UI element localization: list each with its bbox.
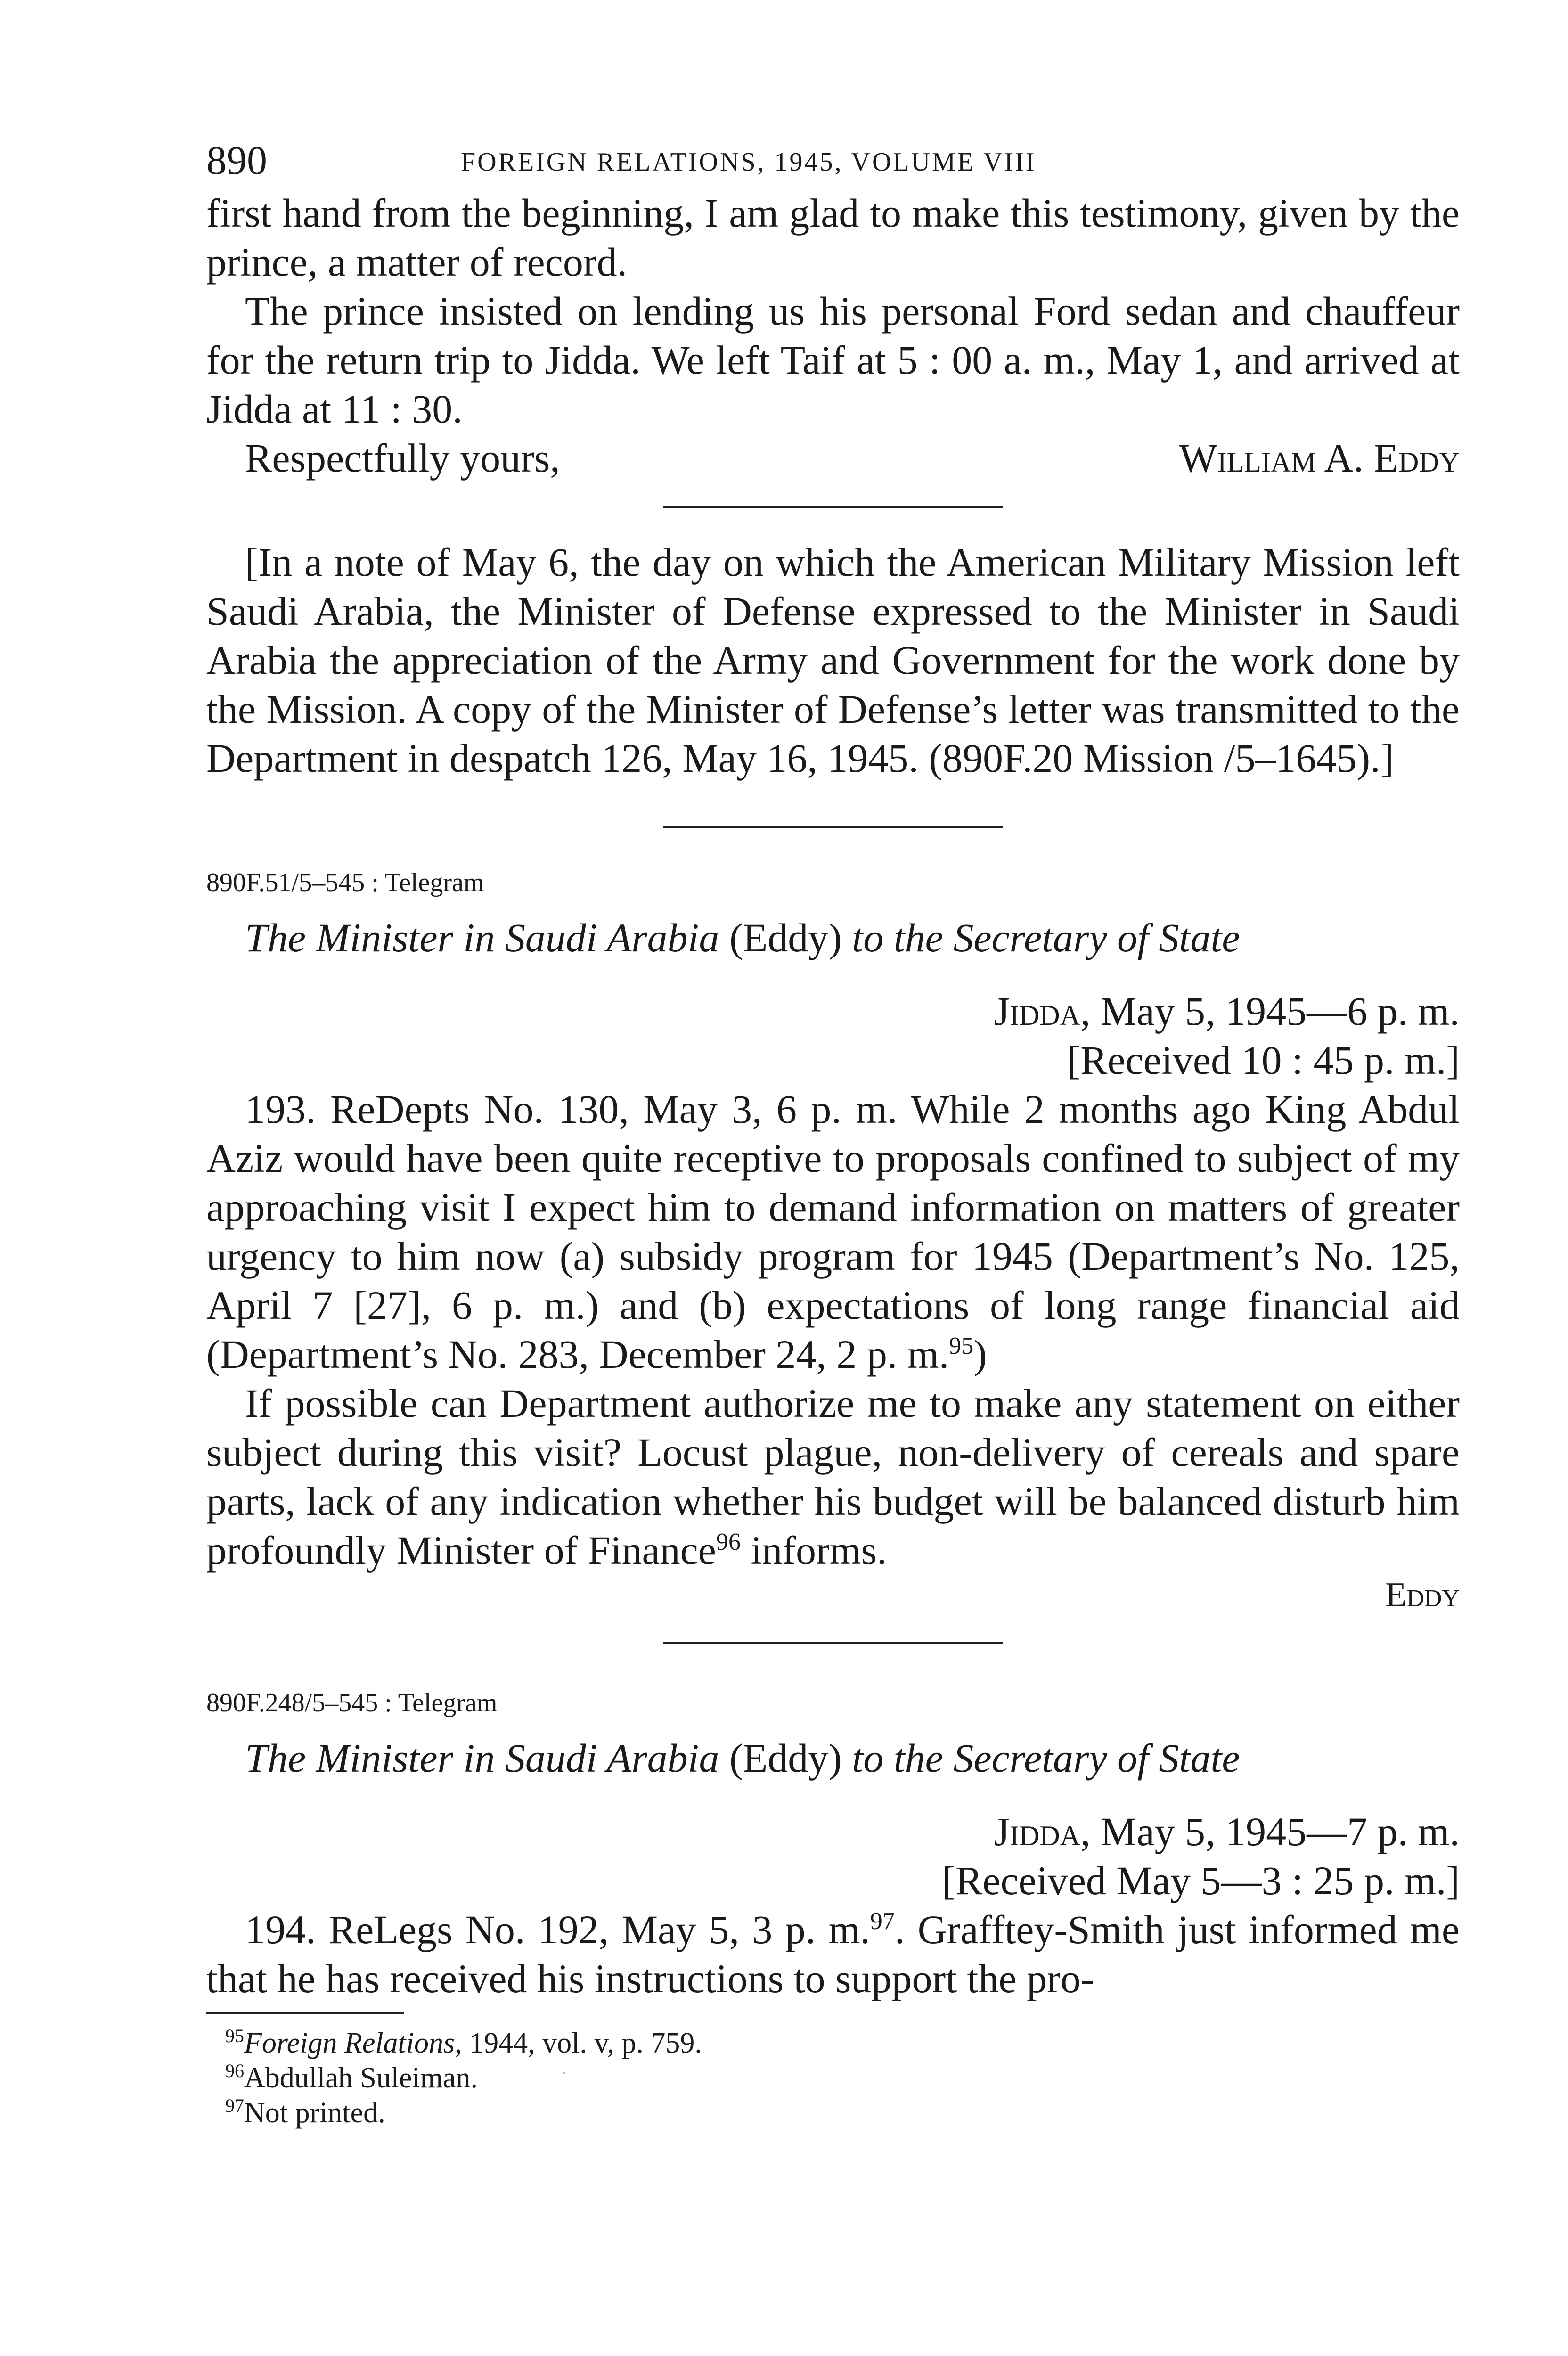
signature: William A. Eddy (1179, 435, 1460, 481)
file-reference: 890F.51/5–545 : Telegram (206, 868, 484, 897)
carryover-paragraph: first hand from the beginning, I am glad to make this testimony, given by the prince, a matter of record. (206, 190, 1460, 285)
telegram-193 (206, 866, 1460, 1615)
footnote-rule (206, 2012, 404, 2014)
page-number: 890 (206, 138, 267, 183)
document-heading: The Minister in Saudi Arabia (Eddy) to the Secretary of State (245, 1735, 1240, 1781)
telegram-paragraph: 193. ReDepts No. 130, May 3, 6 p. m. While 2 months ago King Abdul Aziz would have been quite receptive to proposals confined to subject of my approaching visit I expect him to demand information on matters of greater urgency to him now (a) subsidy program for 1945 (Department’s No. 125, April 7 [27], 6 p. m.) and (b) expectations of long range financial aid (Department’s No. 283, December 24, 2 p. m.$^{95}$) (206, 1087, 1460, 1377)
section-divider (663, 1642, 1003, 1644)
scan-speck (564, 2072, 565, 2074)
signature: Eddy (1385, 1576, 1460, 1614)
received-line: [Received 10 : 45 p. m.] (1067, 1038, 1460, 1083)
dateline: Jidda, May 5, 1945—6 p. m. (994, 989, 1460, 1034)
carryover-paragraph-2: The prince insisted on lending us his personal Ford sedan and chauffeur for the return trip to Jidda. We left Taif at 5 : 00 a. m., May 1, and arrived at Jidda at 11 : 30. (206, 288, 1460, 432)
received-line: [Received May 5—3 : 25 p. m.] (942, 1858, 1460, 1903)
document-heading: The Minister in Saudi Arabia (Eddy) to the Secretary of State (245, 915, 1240, 960)
footnotes (206, 2026, 1460, 2130)
section-divider (663, 506, 1003, 508)
telegram-paragraph-2: If possible can Department authorize me to make any statement on either subject during this visit? Locust plague, non-delivery of cereals and spare parts, lack of any indication whether his budget will be balanced disturb him profoundly Minister of Finance$^{96}$ informs. (206, 1381, 1460, 1573)
footnote-97: $^{97}$Not printed. (225, 2095, 385, 2129)
section-divider (663, 826, 1003, 828)
footnote-ref-95[interactable]: 95 (949, 1333, 974, 1359)
closing: Respectfully yours, (245, 435, 560, 481)
closing-row (206, 434, 1460, 483)
footnote-ref-96[interactable]: 96 (716, 1529, 741, 1555)
editorial-note: [In a note of May 6, the day on which the American Military Mission left Saudi Arabia, the Minister of Defense expressed to the Minister in Saudi Arabia the appreciation of the Army and Government for the work done by the Mission. A copy of the Minister of Defense’s letter was transmitted to the Department in despatch 126, May 16, 1945. (890F.20 Mission /5–1645).] (206, 540, 1460, 781)
telegram-paragraph: 194. ReLegs No. 192, May 5, 3 p. m.$^{97}$. Grafftey-Smith just informed me that he has received his instructions to support the pro- (206, 1907, 1460, 2001)
footnote-ref-97[interactable]: 97 (870, 1908, 895, 1935)
document-page (206, 137, 1460, 2130)
file-reference: 890F.248/5–545 : Telegram (206, 1688, 498, 1718)
running-head (206, 137, 1460, 188)
dateline: Jidda, May 5, 1945—7 p. m. (994, 1809, 1460, 1854)
footnote-95: $^{95}$Foreign Relations, 1944, vol. v, p. 759. (225, 2025, 702, 2059)
footnote-96: $^{96}$Abdullah Suleiman. (225, 2060, 478, 2094)
running-title: FOREIGN RELATIONS, 1945, VOLUME VIII (461, 147, 1037, 177)
telegram-194 (206, 1686, 1460, 2003)
